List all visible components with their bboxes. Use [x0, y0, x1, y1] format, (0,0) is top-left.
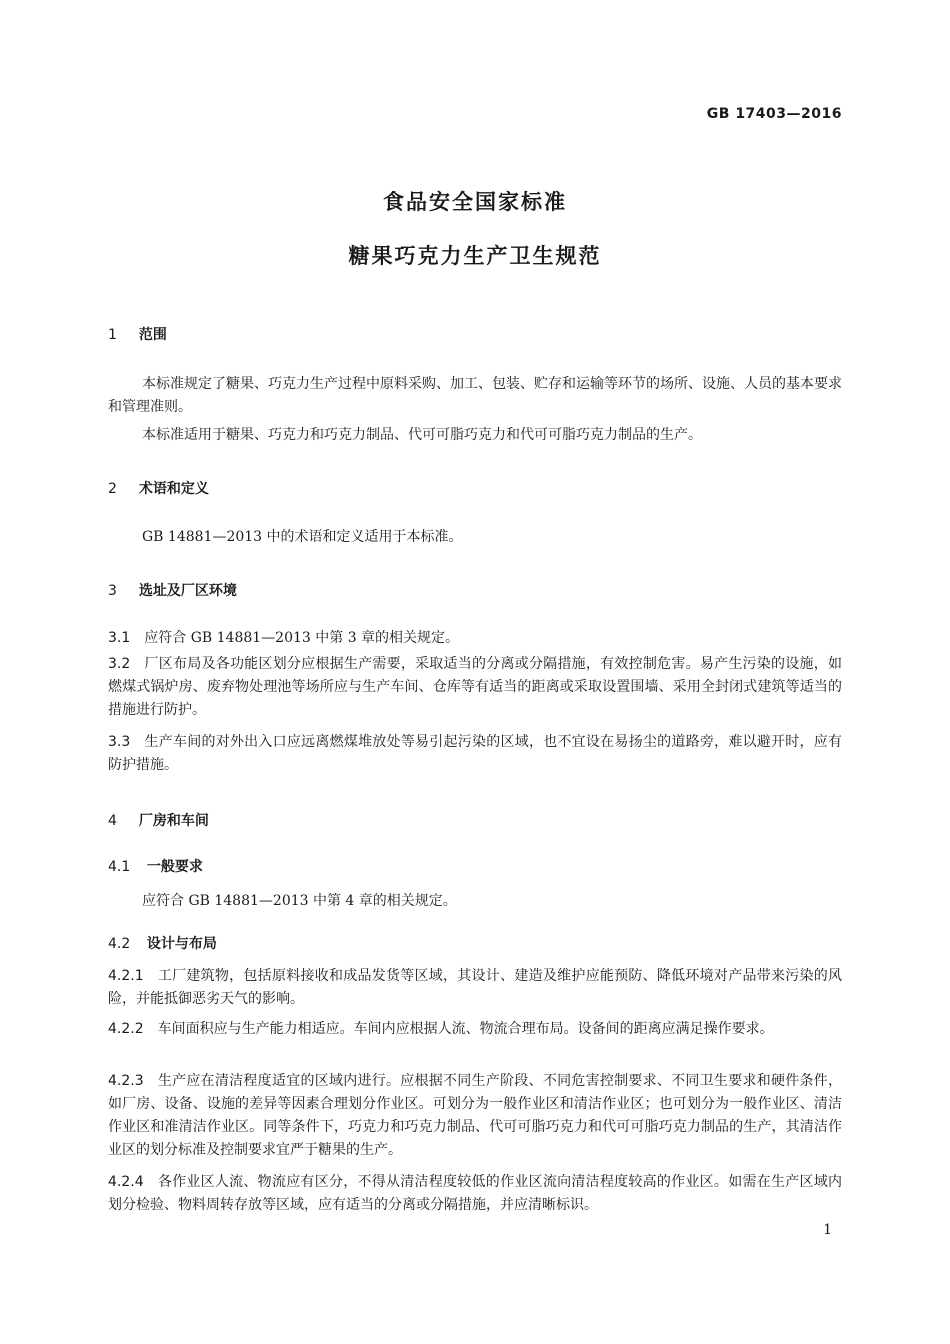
- clause-number: 4.2.3: [108, 1073, 144, 1089]
- clause-text: 生产车间的对外出入口应远离燃煤堆放处等易引起污染的区域，也不宜设在易扬尘的道路旁，难以避开时，应有防护措施。: [108, 734, 842, 773]
- section-1-paragraph-2: 本标准适用于糖果、巧克力和巧克力制品、代可可脂巧克力和代可可脂巧克力制品的生产。: [142, 427, 702, 443]
- clause-3-2: [108, 653, 842, 722]
- section-2-heading: [108, 478, 209, 498]
- section-number: 4.2: [108, 936, 131, 952]
- section-4-2-heading: [108, 933, 217, 953]
- clause-number: 4.2.1: [108, 968, 144, 984]
- clause-text: 工厂建筑物，包括原料接收和成品发货等区域，其设计、建造及维护应能预防、降低环境对产品带来污染的风险，并能抵御恶劣天气的影响。: [108, 968, 842, 1007]
- clause-text: 车间面积应与生产能力相适应。车间内应根据人流、物流合理布局。设备间的距离应满足操作要求。: [157, 1021, 774, 1037]
- document-title-line1: 食品安全国家标准: [383, 190, 567, 214]
- section-3-heading: [108, 580, 237, 600]
- standard-code: GB 17403—2016: [706, 106, 842, 122]
- section-number: 4.1: [108, 859, 131, 875]
- clause-number: 3.1: [108, 630, 131, 646]
- clause-number: 4.2.4: [108, 1174, 144, 1190]
- clause-3-3: [108, 731, 842, 777]
- clause-text: 生产应在清洁程度适宜的区域内进行。应根据不同生产阶段、不同危害控制要求、不同卫生要求和硬件条件，如厂房、设备、设施的差异等因素合理划分作业区。可划分为一般作业区和清洁作业区；也可划分为一般作业区、清洁作业区和准清洁作业区。同等条件下，巧克力和巧克力制品、代可可脂巧克力和代可可脂巧克力制品的生产，其清洁作业区的划分标准及控制要求宜严于糖果的生产。: [108, 1073, 842, 1158]
- section-4-heading: [108, 810, 209, 830]
- clause-text: 各作业区人流、物流应有区分，不得从清洁程度较低的作业区流向清洁程度较高的作业区。如需在生产区域内划分检验、物料周转存放等区域，应有适当的分离或分隔措施，并应清晰标识。: [108, 1174, 842, 1213]
- section-title: 一般要求: [146, 859, 203, 875]
- clause-number: 3.2: [108, 656, 131, 672]
- clause-text: 厂区布局及各功能区划分应根据生产需要，采取适当的分离或分隔措施，有效控制危害。易产生污染的设施，如燃煤式锅炉房、废弃物处理池等场所应与生产车间、仓库等有适当的距离或采取设置围墙、采用全封闭式建筑等适当的措施进行防护。: [108, 656, 842, 718]
- section-4-1-heading: [108, 856, 203, 876]
- section-title: 范围: [138, 327, 167, 343]
- clause-number: 4.2.2: [108, 1021, 144, 1037]
- clause-text: 应符合 GB 14881—2013 中第 3 章的相关规定。: [144, 630, 460, 646]
- page-number: 1: [823, 1222, 832, 1238]
- clause-3-1: [108, 627, 842, 650]
- section-number: 2: [108, 481, 117, 497]
- section-title: 术语和定义: [138, 481, 209, 497]
- section-1-heading: [108, 324, 167, 344]
- section-2-paragraph-1: GB 14881—2013 中的术语和定义适用于本标准。: [142, 529, 463, 545]
- section-number: 3: [108, 583, 117, 599]
- section-title: 设计与布局: [146, 936, 217, 952]
- section-number: 4: [108, 813, 117, 829]
- clause-4-2-4: [108, 1171, 842, 1217]
- clause-number: 3.3: [108, 734, 131, 750]
- section-1-paragraph-1: 本标准规定了糖果、巧克力生产过程中原料采购、加工、包装、贮存和运输等环节的场所、设施、人员的基本要求和管理准则。: [108, 376, 842, 415]
- section-number: 1: [108, 327, 117, 343]
- section-4-1-paragraph: 应符合 GB 14881—2013 中第 4 章的相关规定。: [142, 893, 457, 909]
- section-title: 厂房和车间: [138, 813, 209, 829]
- clause-4-2-3: [108, 1070, 842, 1162]
- document-title-line2: 糖果巧克力生产卫生规范: [348, 244, 602, 268]
- clause-4-2-2: [108, 1018, 842, 1041]
- section-title: 选址及厂区环境: [138, 583, 237, 599]
- clause-4-2-1: [108, 965, 842, 1011]
